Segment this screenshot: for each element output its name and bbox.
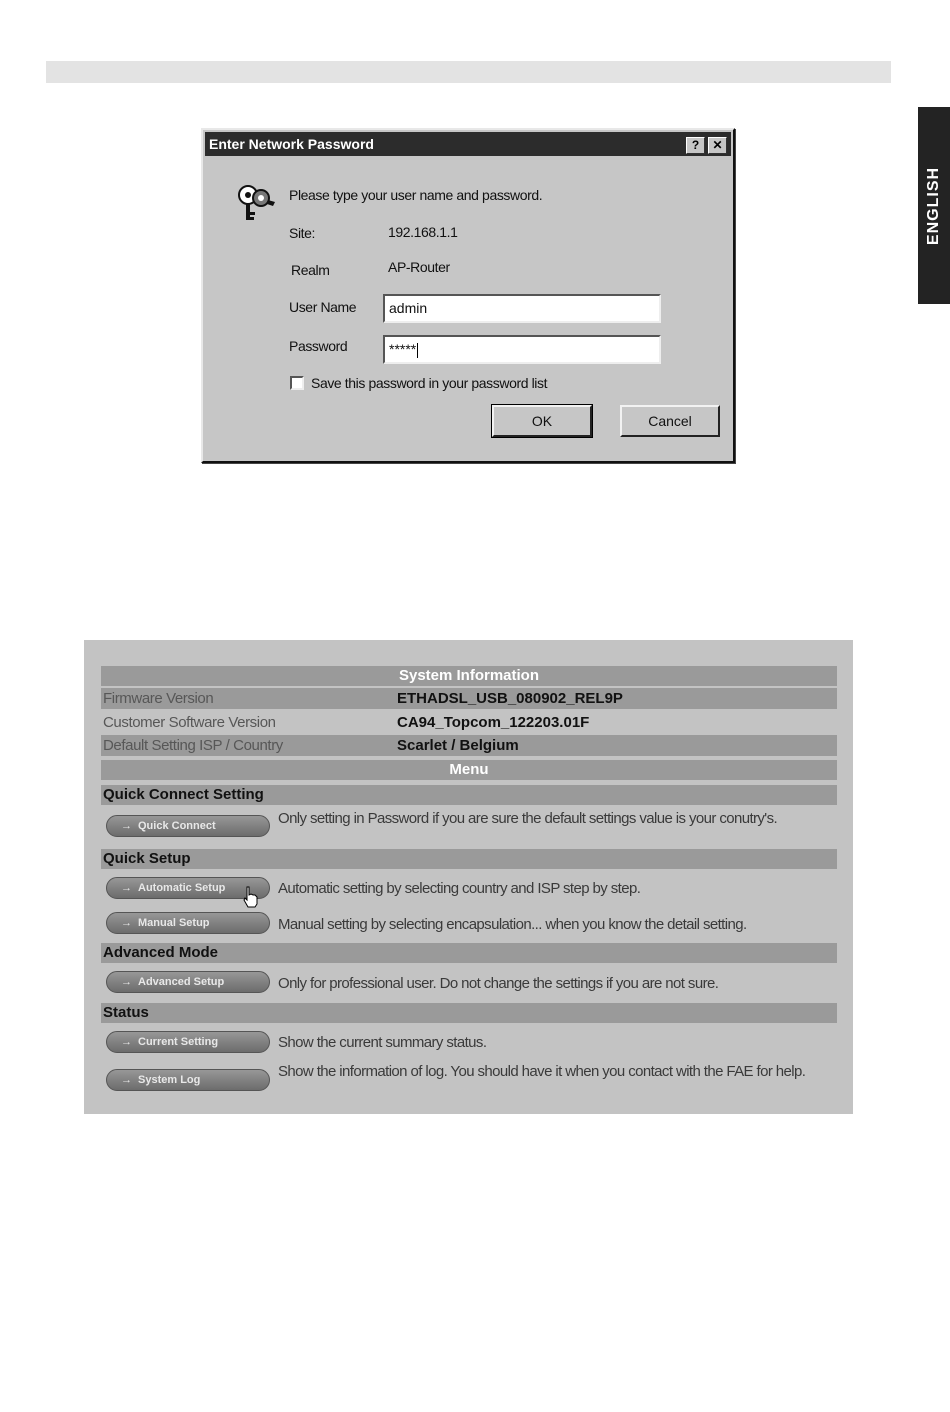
quick-connect-desc: Only setting in Password if you are sure the default settings value is your conutry's. — [278, 810, 778, 827]
close-button[interactable]: ✕ — [708, 137, 727, 154]
arrow-icon: → — [121, 820, 132, 832]
keys-icon — [235, 182, 275, 226]
current-setting-desc: Show the current summary status. — [278, 1034, 487, 1051]
ok-button[interactable]: OK — [492, 405, 592, 437]
quick-connect-button-label: Quick Connect — [138, 820, 216, 832]
realm-label: Realm — [291, 262, 330, 278]
username-value: admin — [389, 300, 428, 316]
customer-sw-row — [101, 712, 837, 733]
arrow-icon: → — [121, 882, 132, 894]
username-label: User Name — [289, 299, 357, 315]
site-value: 192.168.1.1 — [388, 224, 458, 240]
firmware-label: Firmware Version — [103, 690, 214, 707]
network-password-dialog — [201, 128, 735, 463]
customer-sw-value: CA94_Topcom_122203.01F — [397, 714, 590, 731]
advanced-mode-section: Advanced Mode — [101, 943, 837, 963]
cancel-button[interactable]: Cancel — [620, 405, 720, 437]
advanced-setup-button-label: Advanced Setup — [138, 976, 225, 988]
realm-value: AP-Router — [388, 259, 450, 275]
router-page — [84, 640, 853, 1114]
automatic-setup-button-label: Automatic Setup — [138, 882, 226, 894]
system-info-header: System Information — [101, 666, 837, 686]
system-log-button[interactable] — [106, 1069, 270, 1091]
text-caret — [417, 343, 418, 358]
firmware-value: ETHADSL_USB_080902_REL9P — [397, 690, 623, 707]
manual-setup-desc: Manual setting by selecting encapsulation... when you know the detail setting. — [278, 916, 747, 933]
manual-setup-button[interactable] — [106, 912, 270, 934]
manual-setup-button-label: Manual Setup — [138, 917, 210, 929]
default-isp-row — [101, 735, 837, 756]
username-field[interactable] — [383, 294, 661, 323]
password-label: Password — [289, 338, 348, 354]
arrow-icon: → — [121, 976, 132, 988]
current-setting-button-label: Current Setting — [138, 1036, 219, 1048]
customer-sw-label: Customer Software Version — [103, 714, 276, 731]
password-field[interactable] — [383, 335, 661, 364]
automatic-setup-desc: Automatic setting by selecting country and ISP step by step. — [278, 880, 641, 897]
arrow-icon: → — [121, 1036, 132, 1048]
site-label: Site: — [289, 225, 316, 241]
firmware-row — [101, 688, 837, 709]
system-log-desc: Show the information of log. You should have it when you contact with the FAE for help. — [278, 1063, 806, 1080]
dialog-title-bar[interactable] — [205, 132, 731, 156]
language-tab — [918, 107, 950, 304]
advanced-setup-button[interactable] — [106, 971, 270, 993]
quick-connect-section: Quick Connect Setting — [101, 785, 837, 805]
dialog-prompt: Please type your user name and password. — [289, 187, 543, 203]
current-setting-button[interactable] — [106, 1031, 270, 1053]
save-password-label[interactable]: Save this password in your password list — [311, 375, 548, 391]
header-rule — [46, 61, 891, 83]
quick-setup-section: Quick Setup — [101, 849, 837, 869]
default-isp-value: Scarlet / Belgium — [397, 737, 519, 754]
advanced-setup-desc: Only for professional user. Do not change the settings if you are not sure. — [278, 975, 719, 992]
arrow-icon: → — [121, 917, 132, 929]
language-tab-label: ENGLISH — [925, 166, 942, 245]
hand-cursor-icon — [243, 886, 259, 908]
default-isp-label: Default Setting ISP / Country — [103, 737, 283, 754]
help-button[interactable]: ? — [686, 137, 705, 154]
save-password-checkbox[interactable] — [290, 376, 304, 390]
password-value: ***** — [389, 341, 417, 357]
arrow-icon: → — [121, 1074, 132, 1086]
quick-connect-button[interactable] — [106, 815, 270, 837]
dialog-title: Enter Network Password — [209, 136, 374, 152]
system-log-button-label: System Log — [138, 1074, 201, 1086]
menu-header: Menu — [101, 760, 837, 780]
status-section: Status — [101, 1003, 837, 1023]
